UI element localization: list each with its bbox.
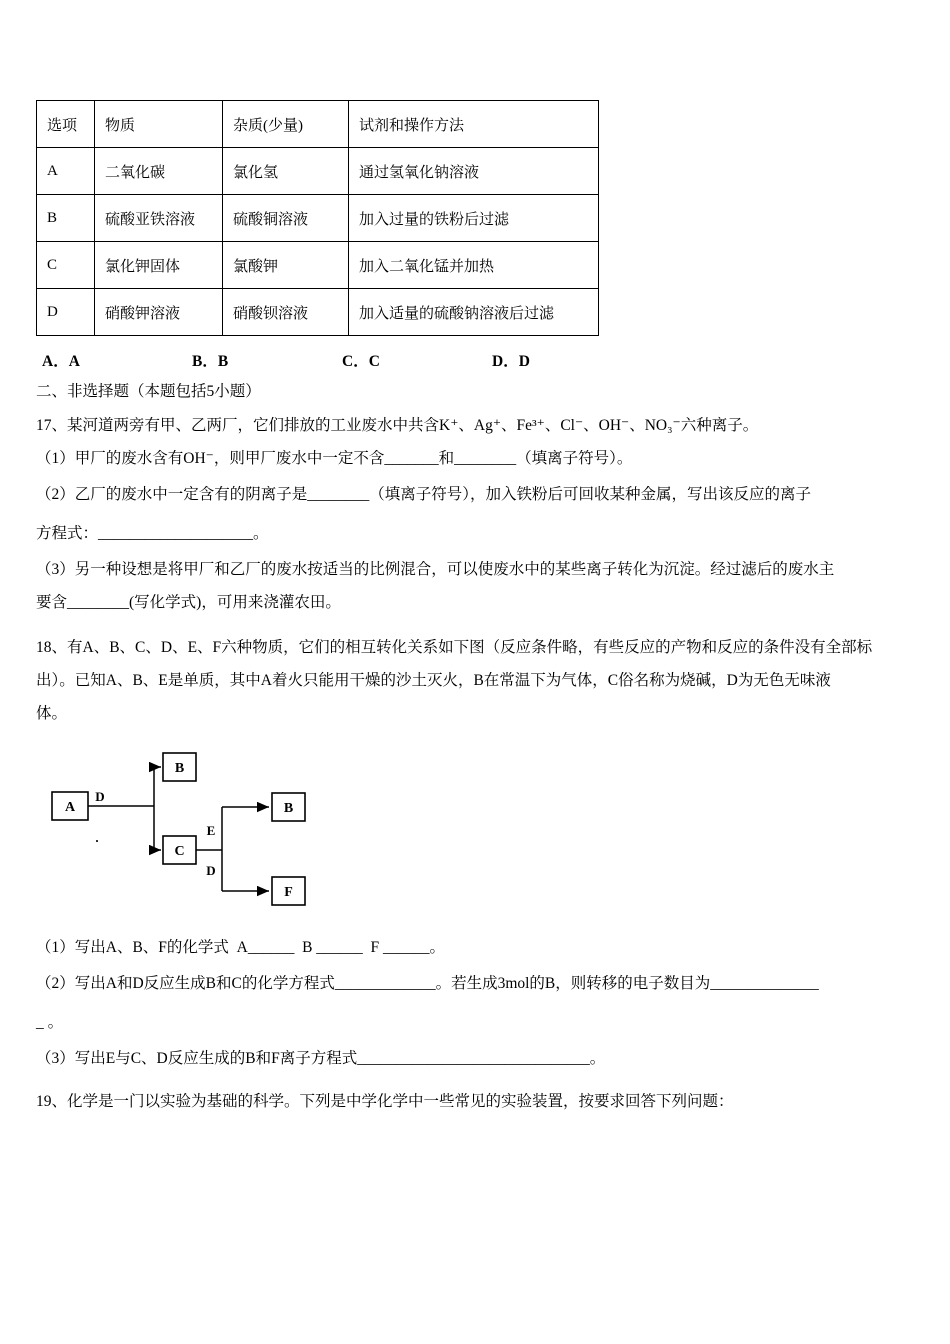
table-cell: 硫酸亚铁溶液 [95,195,223,242]
edge-label-d1: D [95,789,105,804]
question-18 [36,631,910,1075]
edge-label-d2: D [206,863,216,878]
table-cell: 氯酸钾 [223,242,349,289]
table-header-cell: 试剂和操作方法 [349,101,599,148]
stray-dot-artifact: . [95,830,99,845]
table-cell: 加入过量的铁粉后过滤 [349,195,599,242]
q18-part3: （3）写出E与C、D反应生成的B和F离子方程式______________________________。 [36,1050,606,1067]
answer-option-d: D．D [492,353,530,370]
box-c-label: C [174,844,185,859]
table-cell: 氯化氢 [223,148,349,195]
q17-part2 [36,475,910,553]
q17-part3 [36,553,910,619]
answer-option-a: A．A [42,353,80,370]
table-header-row [37,101,599,148]
question-19 [36,1085,910,1118]
q18-part1: （1）写出A、B、F的化学式 A______ B ______ F ______。 [36,939,446,956]
q18-intro-line1: 18、有A、B、C、D、E、F六种物质，它们的相互转化关系如下图（反应条件略，有些反应的产物和反应的条件没有全部标 [36,639,873,656]
table-row [37,242,599,289]
table-row [37,289,599,336]
q17-intro: 17、某河道两旁有甲、乙两厂，它们排放的工业废水中共含K⁺、Ag⁺、Fe³⁺、Cl⁻、OH⁻、NO₃⁻六种离子。 [36,417,759,434]
table-cell: 硫酸铜溶液 [223,195,349,242]
answer-option-b: B．B [192,353,229,370]
table-cell: 二氧化碳 [95,148,223,195]
q17-part2-line2: 方程式：____________________。 [36,525,269,542]
table-cell: C [37,242,95,289]
section-heading: 二、非选择题（本题包括5小题） [36,383,261,400]
purification-table [36,100,599,336]
table-cell: 加入二氧化锰并加热 [349,242,599,289]
table-cell: 加入适量的硫酸钠溶液后过滤 [349,289,599,336]
q18-part2 [36,964,910,1042]
box-b-right-label: B [283,801,294,816]
box-a-label: A [64,800,76,815]
q18-part2-line2: _ 。 [36,1014,64,1031]
table-cell: 通过氢氧化钠溶液 [349,148,599,195]
table-cell: 氯化钾固体 [95,242,223,289]
table-cell: B [37,195,95,242]
box-f-label: F [284,885,293,900]
table-cell: 硝酸钡溶液 [223,289,349,336]
edge-label-e: E [206,823,216,838]
question-17 [36,409,910,619]
q17-part3-line2: 要含________(写化学式)，可用来浇灌农田。 [36,594,341,611]
q19-intro: 19、化学是一门以实验为基础的科学。下列是中学化学中一些常见的实验装置，按要求回答下列问题： [36,1093,734,1110]
answer-option-c: C．C [342,353,380,370]
table-cell: A [37,148,95,195]
table-header-cell: 物质 [95,101,223,148]
q18-part2-line1: （2）写出A和D反应生成B和C的化学方程式_____________。若生成3mol的B，则转移的电子数目为______________ [36,975,819,992]
table-header-cell: 杂质(少量) [223,101,349,148]
q18-intro-line2: 出）。已知A、B、E是单质，其中A着火只能用干燥的沙土灭火，B在常温下为气体，C俗名称为烧碱，D为无色无味液 [36,672,831,689]
box-b-top-label: B [174,761,185,776]
q18-intro-line3: 体。 [36,705,68,722]
table-row [37,195,599,242]
table-cell: D [37,289,95,336]
q17-part1: （1）甲厂的废水含有OH⁻，则甲厂废水中一定不含_______和________（填离子符号）。 [36,450,633,467]
answer-options-row [42,349,642,371]
q17-part3-line1: （3）另一种设想是将甲厂和乙厂的废水按适当的比例混合，可以使废水中的某些离子转化为沉淀。经过滤后的废水主 [36,561,835,578]
transformation-diagram [48,744,910,921]
q17-part2-line1: （2）乙厂的废水中一定含有的阴离子是________（填离子符号），加入铁粉后可回收某种金属，写出该反应的离子 [36,486,812,503]
transformation-diagram-svg [48,744,333,916]
table-header-cell: 选项 [37,101,95,148]
table-row [37,148,599,195]
table-cell: 硝酸钾溶液 [95,289,223,336]
